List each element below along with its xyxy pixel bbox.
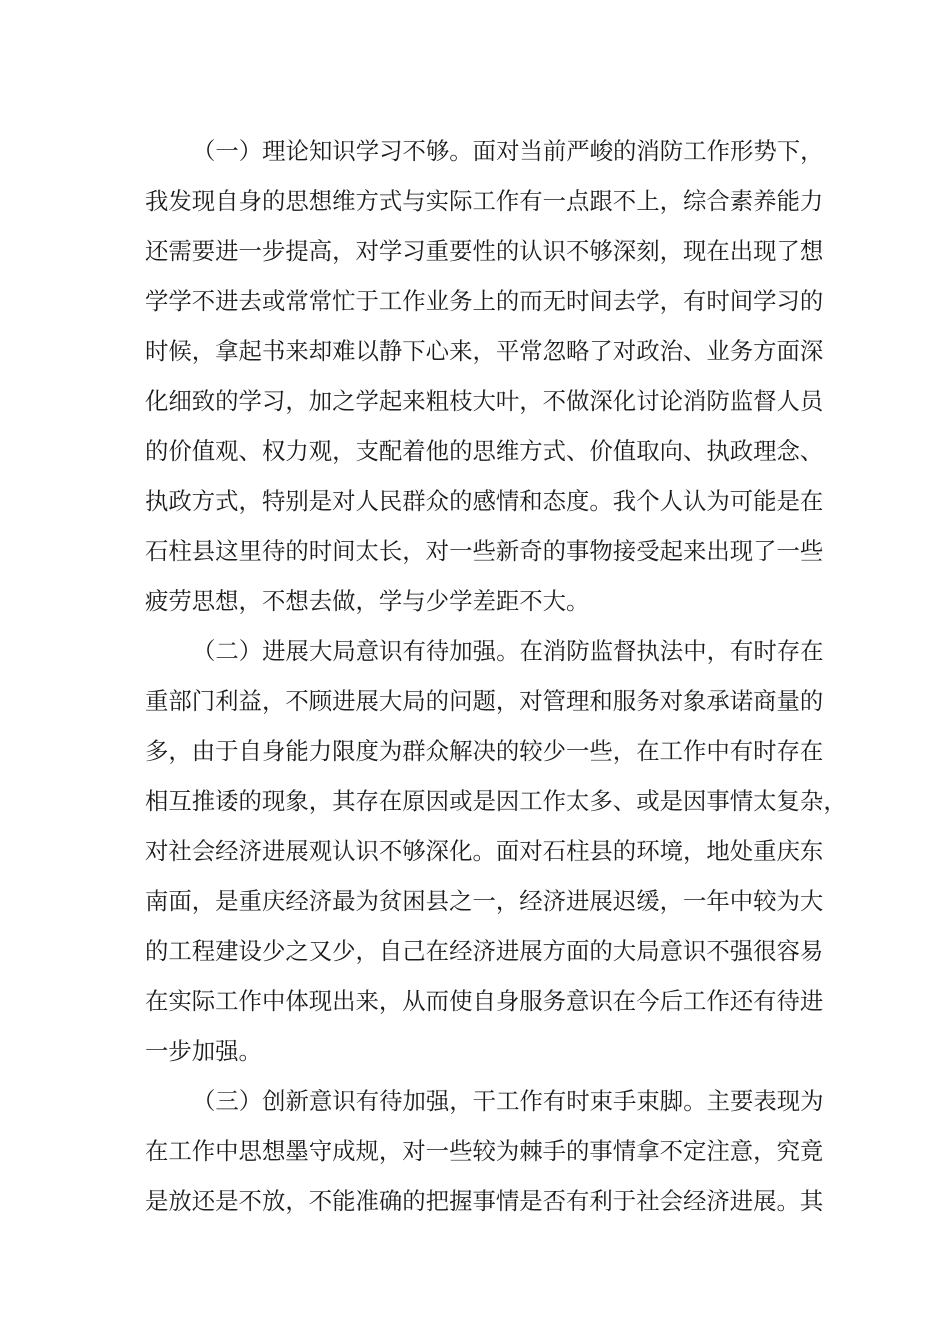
paragraph-section-1 — [145, 126, 824, 626]
paragraph-line: 在实际工作中体现出来，从而使自身服务意识在今后工作还有待进 — [145, 987, 824, 1015]
paragraph-line: 相互推诿的现象，其存在原因或是因工作太多、或是因事情太复杂， — [145, 787, 847, 815]
paragraph-line: 多，由于自身能力限度为群众解决的较少一些，在工作中有时存在 — [145, 737, 824, 765]
paragraph-line: 的工程建设少之又少，自己在经济进展方面的大局意识不强很容易 — [145, 937, 824, 965]
paragraph-line: 对社会经济进展观认识不够深化。面对石柱县的环境，地处重庆东 — [145, 837, 824, 865]
paragraph-line: 南面，是重庆经济最为贫困县之一，经济进展迟缓，一年中较为大 — [145, 887, 824, 915]
paragraph-line: 时候，拿起书来却难以静下心来，平常忽略了对政治、业务方面深 — [145, 337, 824, 365]
paragraph-line: 石柱县这里待的时间太长，对一些新奇的事物接受起来出现了一些 — [145, 537, 824, 565]
paragraph-line: 我发现自身的思想维方式与实际工作有一点跟不上，综合素养能力 — [145, 187, 824, 215]
paragraph-line: 疲劳思想，不想去做，学与少学差距不大。 — [145, 587, 590, 615]
paragraph-line: （二）进展大局意识有待加强。在消防监督执法中，有时存在 — [192, 637, 824, 665]
paragraph-line: 重部门利益，不顾进展大局的问题，对管理和服务对象承诺商量的 — [145, 687, 824, 715]
paragraph-line: 一步加强。 — [145, 1037, 262, 1065]
paragraph-line: 的价值观、权力观，支配着他的思维方式、价值取向、执政理念、 — [145, 437, 824, 465]
paragraph-line: 学学不进去或常常忙于工作业务上的而无时间去学，有时间学习的 — [145, 287, 824, 315]
paragraph-section-3 — [145, 1076, 824, 1226]
paragraph-section-2 — [145, 626, 847, 1076]
paragraph-line: 执政方式，特别是对人民群众的感情和态度。我个人认为可能是在 — [145, 487, 824, 515]
paragraph-line: （三）创新意识有待加强，干工作有时束手束脚。主要表现为 — [192, 1087, 824, 1115]
paragraph-line: （一）理论知识学习不够。面对当前严峻的消防工作形势下， — [192, 137, 824, 165]
paragraph-line: 是放还是不放，不能准确的把握事情是否有利于社会经济进展。其 — [145, 1187, 824, 1215]
paragraph-line: 化细致的学习，加之学起来粗枝大叶，不做深化讨论消防监督人员 — [145, 387, 824, 415]
paragraph-line: 在工作中思想墨守成规，对一些较为棘手的事情拿不定注意，究竟 — [145, 1137, 824, 1165]
paragraph-line: 还需要进一步提高，对学习重要性的认识不够深刻，现在出现了想 — [145, 237, 824, 265]
document-body — [145, 126, 847, 1226]
